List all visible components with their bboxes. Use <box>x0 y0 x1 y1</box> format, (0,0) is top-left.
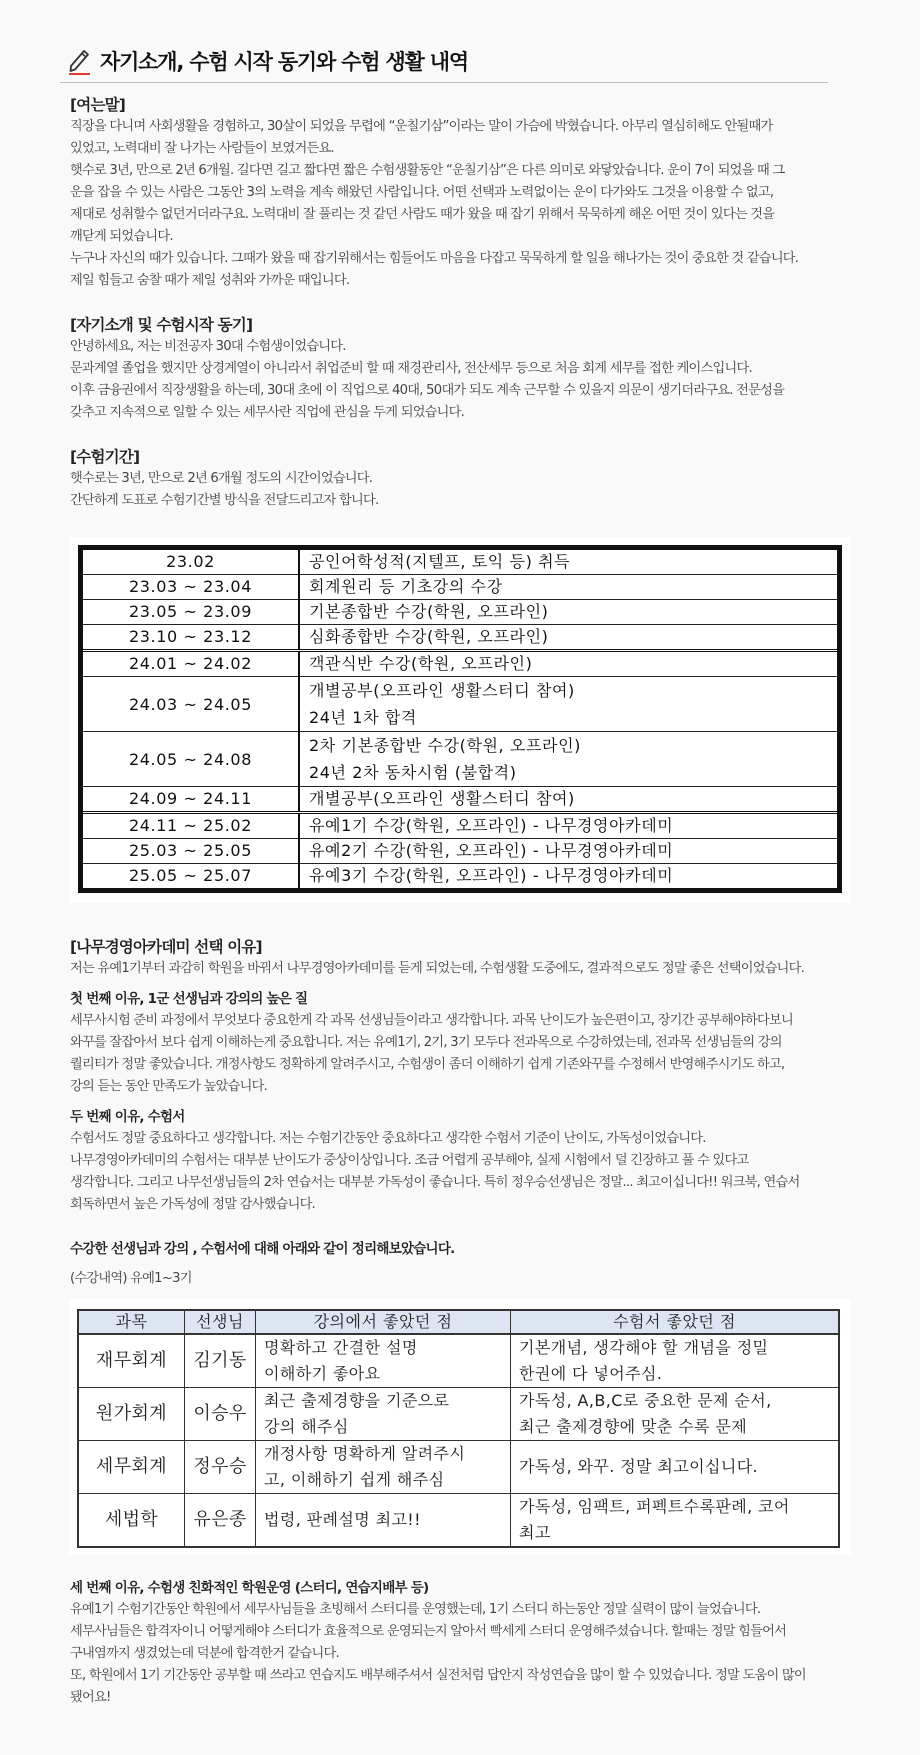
lecture-good-line: 최근 출제경향을 기준으로 <box>264 1391 450 1410</box>
book-good-line: 기본개념, 생각해야 할 개념을 정밀 <box>519 1338 769 1357</box>
lecture-good-point <box>256 1494 511 1548</box>
period-desc-line: 객관식반 수강(학원, 오프라인) <box>309 654 533 673</box>
intro-line: 운을 잡을 수 있는 사람은 그동안 3의 노력을 계속 해왔던 사람입니다. 어떤 선택과 노력없이는 운이 다가와도 그것을 이용할 수 없고, <box>70 185 774 200</box>
lecture-good-line: 법령, 판례설명 최고!! <box>264 1510 421 1529</box>
period-line: 햇수로는 3년, 만으로 2년 6개월 정도의 시간이었습니다. <box>70 471 373 486</box>
self-intro-line: 갖추고 지속적으로 일할 수 있는 세무사란 직업에 관심을 두게 되었습니다. <box>70 405 465 420</box>
period-desc-line: 개별공부(오프라인 생활스터디 참여) <box>309 789 575 808</box>
period-desc-line: 2차 기본종합반 수강(학원, 오프라인) <box>309 736 581 755</box>
book-good-line: 최고 <box>519 1523 551 1542</box>
lecture-caption: (수강내역) 유예1~3기 <box>70 1271 192 1286</box>
lecture-good-line: 개정사항 명확하게 알려주시 <box>264 1444 466 1463</box>
book-good-line: 가독성, A,B,C로 중요한 문제 순서, <box>519 1391 772 1410</box>
period-desc-line: 24년 2차 동차시험 (불합격) <box>309 763 517 782</box>
reason3-line: 구내염까지 생겼었는데 덕분에 합격한거 같습니다. <box>70 1646 339 1661</box>
reason3-line: 또, 학원에서 1기 기간동안 공부할 때 쓰라고 연습지도 배부해주셔서 실전처럼 답안지 작성연습을 많이 할 수 있었습니다. 정말 도움이 많이 <box>70 1668 806 1683</box>
lecture-subject: 세법학 <box>78 1494 185 1548</box>
period-date: 25.03 ~ 25.05 <box>81 839 300 864</box>
period-desc-line: 유예3기 수강(학원, 오프라인) - 나무경영아카데미 <box>309 866 674 885</box>
reason3-line: 세무사님들은 합격자이니 어떻게해야 스터디가 효율적으로 운영되는지 알아서 빡세게 스터디 운영해주셨습니다. 할때는 정말 힘들어서 <box>70 1624 787 1639</box>
period-row <box>81 813 840 839</box>
period-row <box>81 548 840 575</box>
lecture-good-point <box>256 1334 511 1388</box>
lecture-teacher: 유은종 <box>185 1494 256 1548</box>
lecture-row <box>78 1494 839 1548</box>
period-table <box>78 545 842 893</box>
period-date: 25.05 ~ 25.07 <box>81 864 300 891</box>
period-date: 24.09 ~ 24.11 <box>81 787 300 813</box>
period-desc <box>299 575 840 600</box>
reason2-line: 수험서도 정말 중요하다고 생각합니다. 저는 수험기간동안 중요하다고 생각한 수험서 기준이 난이도, 가독성이었습니다. <box>70 1131 706 1146</box>
lecture-good-point <box>256 1441 511 1494</box>
lecture-subject: 세무회계 <box>78 1441 185 1494</box>
intro-line: 있었고, 노력대비 잘 나가는 사람들이 보였거든요. <box>70 141 334 156</box>
book-good-point <box>511 1388 840 1441</box>
reason2-line: 회독하면서 높은 가독성에 정말 감사했습니다. <box>70 1197 316 1212</box>
period-desc-line: 공인어학성적(지텔프, 토익 등) 취득 <box>309 552 571 571</box>
period-desc <box>299 600 840 625</box>
lecture-header: 과목 <box>78 1310 185 1334</box>
lecture-table <box>77 1309 840 1548</box>
lecture-good-line: 강의 해주심 <box>264 1417 349 1436</box>
period-row <box>81 600 840 625</box>
reason3-line: 유예1기 수험기간동안 학원에서 세무사님들을 초빙해서 스터디를 운영했는데, 1기 스터디 하는동안 정말 실력이 많이 늘었습니다. <box>70 1602 761 1617</box>
period-date: 23.03 ~ 23.04 <box>81 575 300 600</box>
book-good-line: 한권에 다 넣어주심. <box>519 1364 663 1383</box>
reason1-line: 퀄리티가 정말 좋았습니다. 개정사항도 정확하게 알려주시고, 수험생이 좀더 이해하기 쉽게 기존와꾸를 수정해서 반영해주시기도 하고, <box>70 1057 785 1072</box>
reason2-line: 나무경영아카데미의 수험서는 대부분 난이도가 중상이상입니다. 조금 어렵게 공부해야, 실제 시험에서 덜 긴장하고 풀 수 있다고 <box>70 1153 749 1168</box>
reason1-line: 강의 듣는 동안 만족도가 높았습니다. <box>70 1079 268 1094</box>
lecture-good-line: 고, 이해하기 쉽게 해주심 <box>264 1470 445 1489</box>
period-desc <box>299 625 840 651</box>
intro-line: 깨닫게 되었습니다. <box>70 229 173 244</box>
reason3-section <box>70 1577 850 1709</box>
book-good-line: 최근 출제경향에 맞춘 수록 문제 <box>519 1417 748 1436</box>
intro-line: 햇수로 3년, 만으로 2년 6개월. 길다면 길고 짧다면 짧은 수험생활동안 “운칠기삼”은 다른 의미로 와닿았습니다. 운이 7이 되었을 때 그 <box>70 163 785 178</box>
reason1-title: 첫 번째 이유, 1군 선생님과 강의의 높은 질 <box>70 991 308 1007</box>
period-desc <box>299 839 840 864</box>
lecture-good-line: 이해하기 좋아요 <box>264 1364 381 1383</box>
book-good-point <box>511 1441 840 1494</box>
period-desc-line: 회계원리 등 기초강의 수강 <box>309 577 503 596</box>
reason1-line: 세무사시험 준비 과정에서 무엇보다 중요한게 각 과목 선생님들이라고 생각합니다. 과목 난이도가 높은편이고, 장기간 공부해야하다보니 <box>70 1013 794 1028</box>
reason2-title: 두 번째 이유, 수험서 <box>70 1109 185 1125</box>
book-good-point <box>511 1334 840 1388</box>
lecture-subject: 재무회계 <box>78 1334 185 1388</box>
period-desc <box>299 677 840 732</box>
reason1-line: 와꾸를 잘잡아서 보다 쉽게 이해하는게 중요합니다. 저는 유예1기, 2기, 3기 모두다 전과목으로 수강하였는데, 전과목 선생님들의 강의 <box>70 1035 782 1050</box>
period-desc-line: 24년 1차 합격 <box>309 708 417 727</box>
period-desc <box>299 813 840 839</box>
period-date: 24.11 ~ 25.02 <box>81 813 300 839</box>
period-row <box>81 732 840 787</box>
lecture-good-point <box>256 1388 511 1441</box>
lecture-good-line: 명확하고 간결한 설명 <box>264 1338 418 1357</box>
lecture-header: 선생님 <box>185 1310 256 1334</box>
lecture-teacher: 이승우 <box>185 1388 256 1441</box>
period-desc <box>299 787 840 813</box>
period-date: 24.03 ~ 24.05 <box>81 677 300 732</box>
lecture-row <box>78 1388 839 1441</box>
period-row <box>81 625 840 651</box>
period-line: 간단하게 도표로 수험기간별 방식을 전달드리고자 합니다. <box>70 493 379 508</box>
period-desc-line: 심화종합반 수강(학원, 오프라인) <box>309 627 549 646</box>
pencil-icon <box>68 46 92 76</box>
academy-intro: 저는 유예1기부터 과감히 학원을 바꿔서 나무경영아카데미를 듣게 되었는데, 수험생활 도중에도, 결과적으로도 정말 좋은 선택이었습니다. <box>70 961 805 976</box>
lecture-row <box>78 1441 839 1494</box>
period-date: 23.10 ~ 23.12 <box>81 625 300 651</box>
intro-line: 직장을 다니며 사회생활을 경험하고, 30살이 되었을 무렵에 “운칠기삼”이라는 말이 가슴에 박혔습니다. 아무리 열심히해도 안될때가 <box>70 119 773 134</box>
lecture-header: 강의에서 좋았던 점 <box>256 1310 511 1334</box>
intro-line: 누구나 자신의 때가 있습니다. 그때가 왔을 때 잡기위해서는 힘들어도 마음을 다잡고 묵묵하게 할 일을 해나가는 것이 중요한 것 같습니다. <box>70 251 799 266</box>
self-intro-line: 안녕하세요, 저는 비전공자 30대 수험생이었습니다. <box>70 339 346 354</box>
period-desc-line: 개별공부(오프라인 생활스터디 참여) <box>309 681 575 700</box>
period-date: 23.05 ~ 23.09 <box>81 600 300 625</box>
page-title: 자기소개, 수험 시작 동기와 수험 생활 내역 <box>100 50 468 74</box>
period-desc-line: 유예1기 수강(학원, 오프라인) - 나무경영아카데미 <box>309 816 674 835</box>
self-intro-title: [자기소개 및 수험시작 동기] <box>70 316 253 334</box>
period-row <box>81 864 840 891</box>
book-good-point <box>511 1494 840 1548</box>
page-header <box>60 42 828 83</box>
period-date: 23.02 <box>81 548 300 575</box>
self-intro-line: 문과계열 졸업을 했지만 상경계열이 아니라서 취업준비 할 때 재경관리사, 전산세무 등으로 처음 회계 세무를 접한 케이스입니다. <box>70 361 752 376</box>
lecture-row <box>78 1334 839 1388</box>
period-desc <box>299 651 840 677</box>
lecture-teacher: 정우승 <box>185 1441 256 1494</box>
academy-section <box>70 936 850 1290</box>
period-desc-line: 기본종합반 수강(학원, 오프라인) <box>309 602 549 621</box>
article-body <box>70 94 850 512</box>
period-row <box>81 575 840 600</box>
period-desc <box>299 864 840 891</box>
period-row <box>81 839 840 864</box>
period-desc <box>299 732 840 787</box>
book-good-line: 가독성, 와꾸. 정말 최고이십니다. <box>519 1457 759 1476</box>
lecture-summary: 수강한 선생님과 강의 , 수험서에 대해 아래와 같이 정리해보았습니다. <box>70 1241 455 1257</box>
reason2-line: 생각합니다. 그리고 나무선생님들의 2차 연습서는 대부분 가독성이 좋습니다. 특히 정우승선생님은 정말... 최고이십니다!! 워크북, 연습서 <box>70 1175 800 1190</box>
period-row <box>81 787 840 813</box>
reason3-line: 됐어요! <box>70 1690 111 1705</box>
lecture-subject: 원가회계 <box>78 1388 185 1441</box>
book-good-line: 가독성, 임팩트, 퍼펙트수록판례, 코어 <box>519 1497 790 1516</box>
period-row <box>81 677 840 732</box>
intro-line: 제대로 성취할수 없던거더라구요. 노력대비 잘 풀리는 것 같던 사람도 때가 왔을 때 잡기 위해서 묵묵하게 해온 어떤 것이 있다는 것을 <box>70 207 775 222</box>
intro-title: [여는말] <box>70 96 126 114</box>
self-intro-line: 이후 금융권에서 직장생활을 하는데, 30대 초에 이 직업으로 40대, 50대가 되도 계속 근무할 수 있을지 의문이 생기더라구요. 전문성을 <box>70 383 785 398</box>
period-title: [수험기간] <box>70 448 140 466</box>
academy-title: [나무경영아카데미 선택 이유] <box>70 938 262 956</box>
period-table-image <box>70 537 850 903</box>
intro-line: 제일 힘들고 숨찰 때가 제일 성취와 가까운 때입니다. <box>70 273 350 288</box>
reason3-title: 세 번째 이유, 수험생 친화적인 학원운영 (스터디, 연습지배부 등) <box>70 1580 429 1596</box>
period-date: 24.05 ~ 24.08 <box>81 732 300 787</box>
lecture-table-image <box>70 1299 850 1555</box>
period-date: 24.01 ~ 24.02 <box>81 651 300 677</box>
period-row <box>81 651 840 677</box>
lecture-teacher: 김기동 <box>185 1334 256 1388</box>
period-desc-line: 유예2기 수강(학원, 오프라인) - 나무경영아카데미 <box>309 841 674 860</box>
period-desc <box>299 548 840 575</box>
lecture-header: 수험서 좋았던 점 <box>511 1310 840 1334</box>
